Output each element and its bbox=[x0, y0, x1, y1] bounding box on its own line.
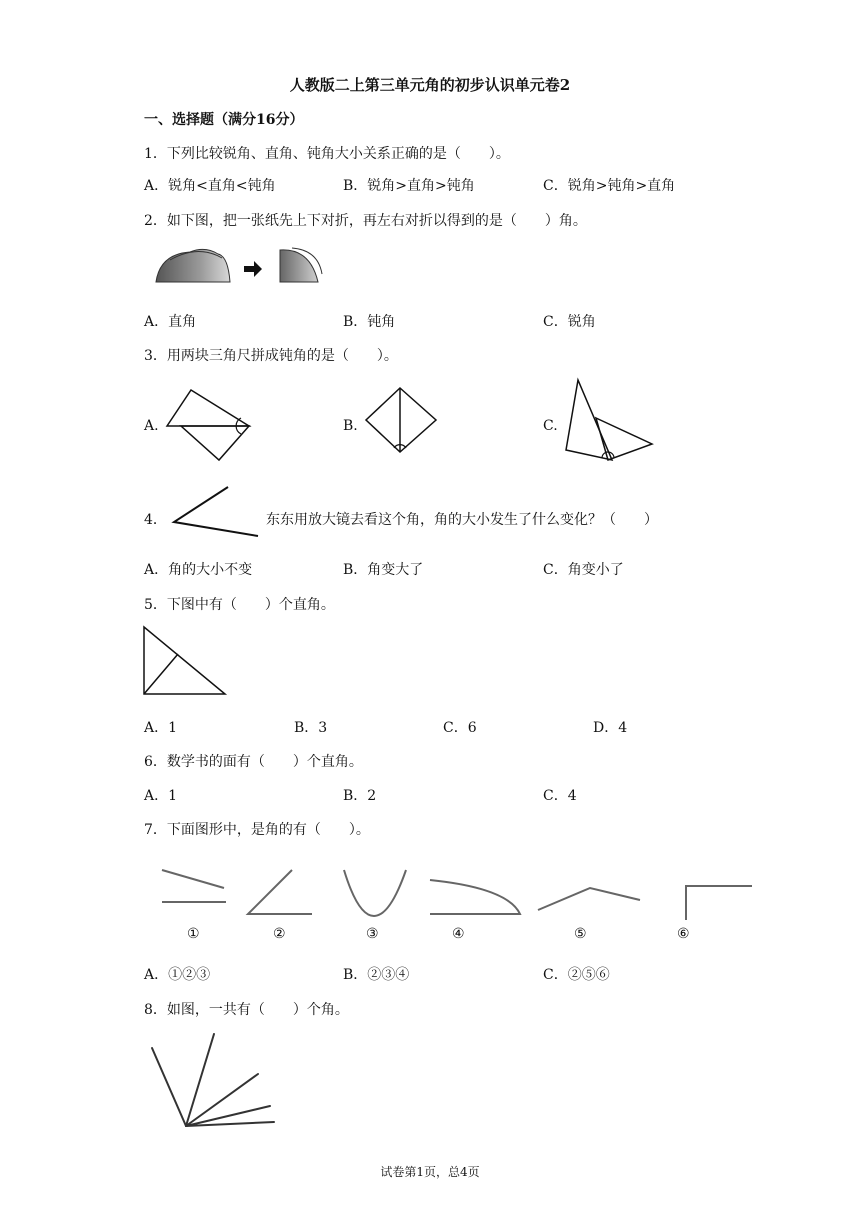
shape-5 bbox=[538, 888, 640, 910]
question-5-option-c[interactable]: C．6 bbox=[443, 720, 477, 736]
question-7-text: 7．下面图形中，是角的有（ ）。 bbox=[144, 822, 370, 838]
triangle-rulers-figure-b[interactable] bbox=[364, 386, 438, 456]
question-2-text: 2．如下图，把一张纸先上下对折，再左右对折以得到的是（ ）角。 bbox=[144, 213, 587, 229]
shape-figures-row bbox=[158, 864, 754, 920]
question-1-text: 1．下列比较锐角、直角、钝角大小关系正确的是（ ）。 bbox=[144, 146, 510, 162]
question-7-option-a[interactable]: A．①②③ bbox=[144, 967, 211, 983]
question-3-text: 3．用两块三角尺拼成钝角的是（ ）。 bbox=[144, 348, 398, 364]
shape-label-6: ⑥ bbox=[677, 926, 690, 942]
shape-4 bbox=[430, 880, 520, 914]
folding-paper-figure bbox=[150, 244, 330, 290]
shape-2 bbox=[248, 870, 312, 914]
page-footer: 试卷第1页，总4页 bbox=[380, 1165, 480, 1179]
right-arrow-icon bbox=[244, 261, 262, 277]
question-8-text: 8．如图，一共有（ ）个角。 bbox=[144, 1002, 349, 1018]
shape-label-3: ③ bbox=[366, 926, 379, 942]
question-4-number: 4． bbox=[144, 512, 167, 528]
shape-1 bbox=[162, 870, 226, 902]
page-title: 人教版二上第三单元角的初步认识单元卷2 bbox=[289, 76, 571, 94]
question-2-option-b[interactable]: B．钝角 bbox=[343, 314, 396, 330]
question-1-option-c[interactable]: C．锐角>钝角>直角 bbox=[543, 178, 676, 194]
shape-6 bbox=[686, 886, 752, 920]
question-1-option-b[interactable]: B．锐角>直角>钝角 bbox=[343, 178, 475, 194]
question-2-option-a[interactable]: A．直角 bbox=[144, 314, 197, 330]
question-5-option-d[interactable]: D．4 bbox=[593, 720, 628, 736]
right-triangle-figure bbox=[143, 626, 227, 696]
question-4-option-b[interactable]: B．角变大了 bbox=[343, 562, 424, 578]
shape-3 bbox=[344, 870, 406, 916]
question-4-option-a[interactable]: A．角的大小不变 bbox=[144, 562, 253, 578]
question-3-option-a[interactable]: A. bbox=[144, 418, 159, 434]
question-7-option-c[interactable]: C．②⑤⑥ bbox=[543, 967, 610, 983]
angle-figure bbox=[170, 484, 262, 540]
question-5-text: 5．下图中有（ ）个直角。 bbox=[144, 597, 335, 613]
question-6-text: 6．数学书的面有（ ）个直角。 bbox=[144, 754, 363, 770]
question-1-option-a[interactable]: A．锐角<直角<钝角 bbox=[144, 178, 276, 194]
question-4-option-c[interactable]: C．角变小了 bbox=[543, 562, 624, 578]
question-4-text: 东东用放大镜去看这个角，角的大小发生了什么变化？（ ） bbox=[266, 512, 658, 528]
question-5-option-a[interactable]: A．1 bbox=[144, 720, 178, 736]
shape-label-1: ① bbox=[187, 926, 200, 942]
question-6-option-c[interactable]: C．4 bbox=[543, 788, 577, 804]
question-2-option-c[interactable]: C．锐角 bbox=[543, 314, 596, 330]
rays-figure bbox=[148, 1030, 278, 1130]
question-7-option-b[interactable]: B．②③④ bbox=[343, 967, 410, 983]
shape-label-2: ② bbox=[273, 926, 286, 942]
triangle-rulers-figure-c[interactable] bbox=[564, 378, 656, 464]
question-6-option-b[interactable]: B．2 bbox=[343, 788, 377, 804]
question-6-option-a[interactable]: A．1 bbox=[144, 788, 178, 804]
triangle-rulers-figure-a[interactable] bbox=[165, 388, 255, 464]
question-3-option-b[interactable]: B. bbox=[343, 418, 358, 434]
question-5-option-b[interactable]: B．3 bbox=[294, 720, 328, 736]
question-3-option-c[interactable]: C. bbox=[543, 418, 558, 434]
quarter-circle-paper-shape bbox=[280, 248, 322, 282]
shape-label-5: ⑤ bbox=[574, 926, 587, 942]
shape-label-4: ④ bbox=[452, 926, 465, 942]
half-circle-paper-shape bbox=[156, 249, 230, 282]
section-heading: 一、选择题（满分16分） bbox=[144, 112, 304, 128]
